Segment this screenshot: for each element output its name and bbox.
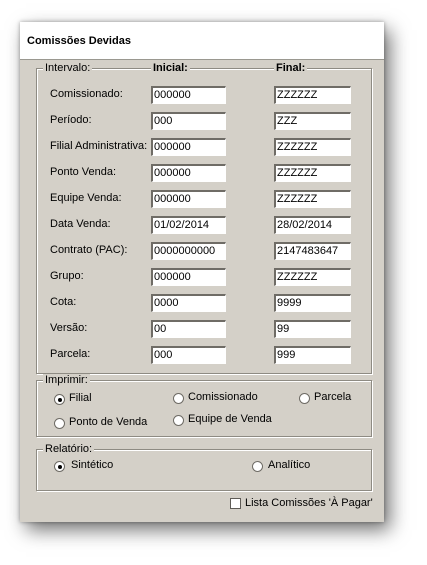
col-final-header: Final:	[276, 62, 306, 74]
interval-inicial-input[interactable]: 0000000000	[151, 242, 226, 260]
interval-inicial-input[interactable]: 0000	[151, 294, 226, 312]
col-inicial-header: Inicial:	[153, 62, 188, 74]
radio-equipe-de-venda[interactable]	[173, 415, 184, 426]
interval-final-input[interactable]: 28/02/2014	[274, 216, 351, 234]
radio-analitico[interactable]	[252, 461, 263, 472]
interval-row-label: Período:	[50, 114, 92, 126]
interval-inicial-input[interactable]: 000	[151, 346, 226, 364]
radio-filial-label[interactable]: Filial	[69, 392, 92, 404]
interval-row-label: Parcela:	[50, 348, 91, 360]
interval-row-label: Contrato (PAC):	[50, 244, 128, 256]
intervalo-group	[36, 62, 372, 374]
interval-final-input[interactable]: 9999	[274, 294, 351, 312]
radio-comissionado-label[interactable]: Comissionado	[188, 391, 258, 403]
imprimir-group	[36, 374, 372, 437]
interval-row-label: Data Venda:	[50, 218, 111, 230]
interval-final-input[interactable]: ZZZZZZ	[274, 164, 351, 182]
radio-equipe-de-venda-label[interactable]: Equipe de Venda	[188, 413, 272, 425]
interval-row-label: Grupo:	[50, 270, 84, 282]
radio-parcela[interactable]	[299, 393, 310, 404]
interval-final-input[interactable]: 99	[274, 320, 351, 338]
radio-selected-dot	[58, 465, 62, 469]
interval-inicial-input[interactable]: 01/02/2014	[151, 216, 226, 234]
comissoes-window	[20, 22, 384, 522]
interval-row-label: Versão:	[50, 322, 88, 334]
interval-final-input[interactable]: 2147483647	[274, 242, 351, 260]
lista-pagar-label[interactable]: Lista Comissões 'À Pagar'	[245, 497, 373, 509]
interval-final-input[interactable]: ZZZ	[274, 112, 351, 130]
radio-parcela-label[interactable]: Parcela	[314, 391, 352, 403]
window-title: Comissões Devidas	[27, 35, 131, 47]
interval-row-label: Filial Administrativa:	[50, 140, 148, 152]
radio-ponto-de-venda-label[interactable]: Ponto de Venda	[69, 416, 148, 428]
window-titlebar	[20, 22, 384, 60]
intervalo-legend: Intervalo:	[45, 62, 91, 74]
radio-comissionado[interactable]	[173, 393, 184, 404]
interval-inicial-input[interactable]: 00	[151, 320, 226, 338]
radio-analitico-label[interactable]: Analítico	[268, 459, 311, 471]
interval-inicial-input[interactable]: 000000	[151, 190, 226, 208]
interval-inicial-input[interactable]: 000000	[151, 268, 226, 286]
interval-inicial-input[interactable]: 000000	[151, 164, 226, 182]
interval-row-label: Cota:	[50, 296, 77, 308]
interval-row-label: Comissionado:	[50, 88, 123, 100]
interval-row-label: Equipe Venda:	[50, 192, 122, 204]
radio-filial[interactable]	[54, 394, 65, 405]
interval-inicial-input[interactable]: 000000	[151, 86, 226, 104]
radio-sintetico-label[interactable]: Sintético	[71, 459, 114, 471]
radio-ponto-de-venda[interactable]	[54, 418, 65, 429]
relatorio-legend: Relatório:	[45, 443, 93, 455]
interval-inicial-input[interactable]: 000000	[151, 138, 226, 156]
interval-inicial-input[interactable]: 000	[151, 112, 226, 130]
interval-row-label: Ponto Venda:	[50, 166, 117, 178]
interval-final-input[interactable]: 999	[274, 346, 351, 364]
interval-final-input[interactable]: ZZZZZZ	[274, 86, 351, 104]
relatorio-group	[36, 443, 372, 491]
interval-final-input[interactable]: ZZZZZZ	[274, 268, 351, 286]
radio-selected-dot	[58, 398, 62, 402]
imprimir-legend: Imprimir:	[45, 374, 88, 386]
lista-pagar-checkbox[interactable]	[230, 498, 241, 509]
interval-final-input[interactable]: ZZZZZZ	[274, 138, 351, 156]
radio-sintetico[interactable]	[54, 461, 65, 472]
interval-final-input[interactable]: ZZZZZZ	[274, 190, 351, 208]
